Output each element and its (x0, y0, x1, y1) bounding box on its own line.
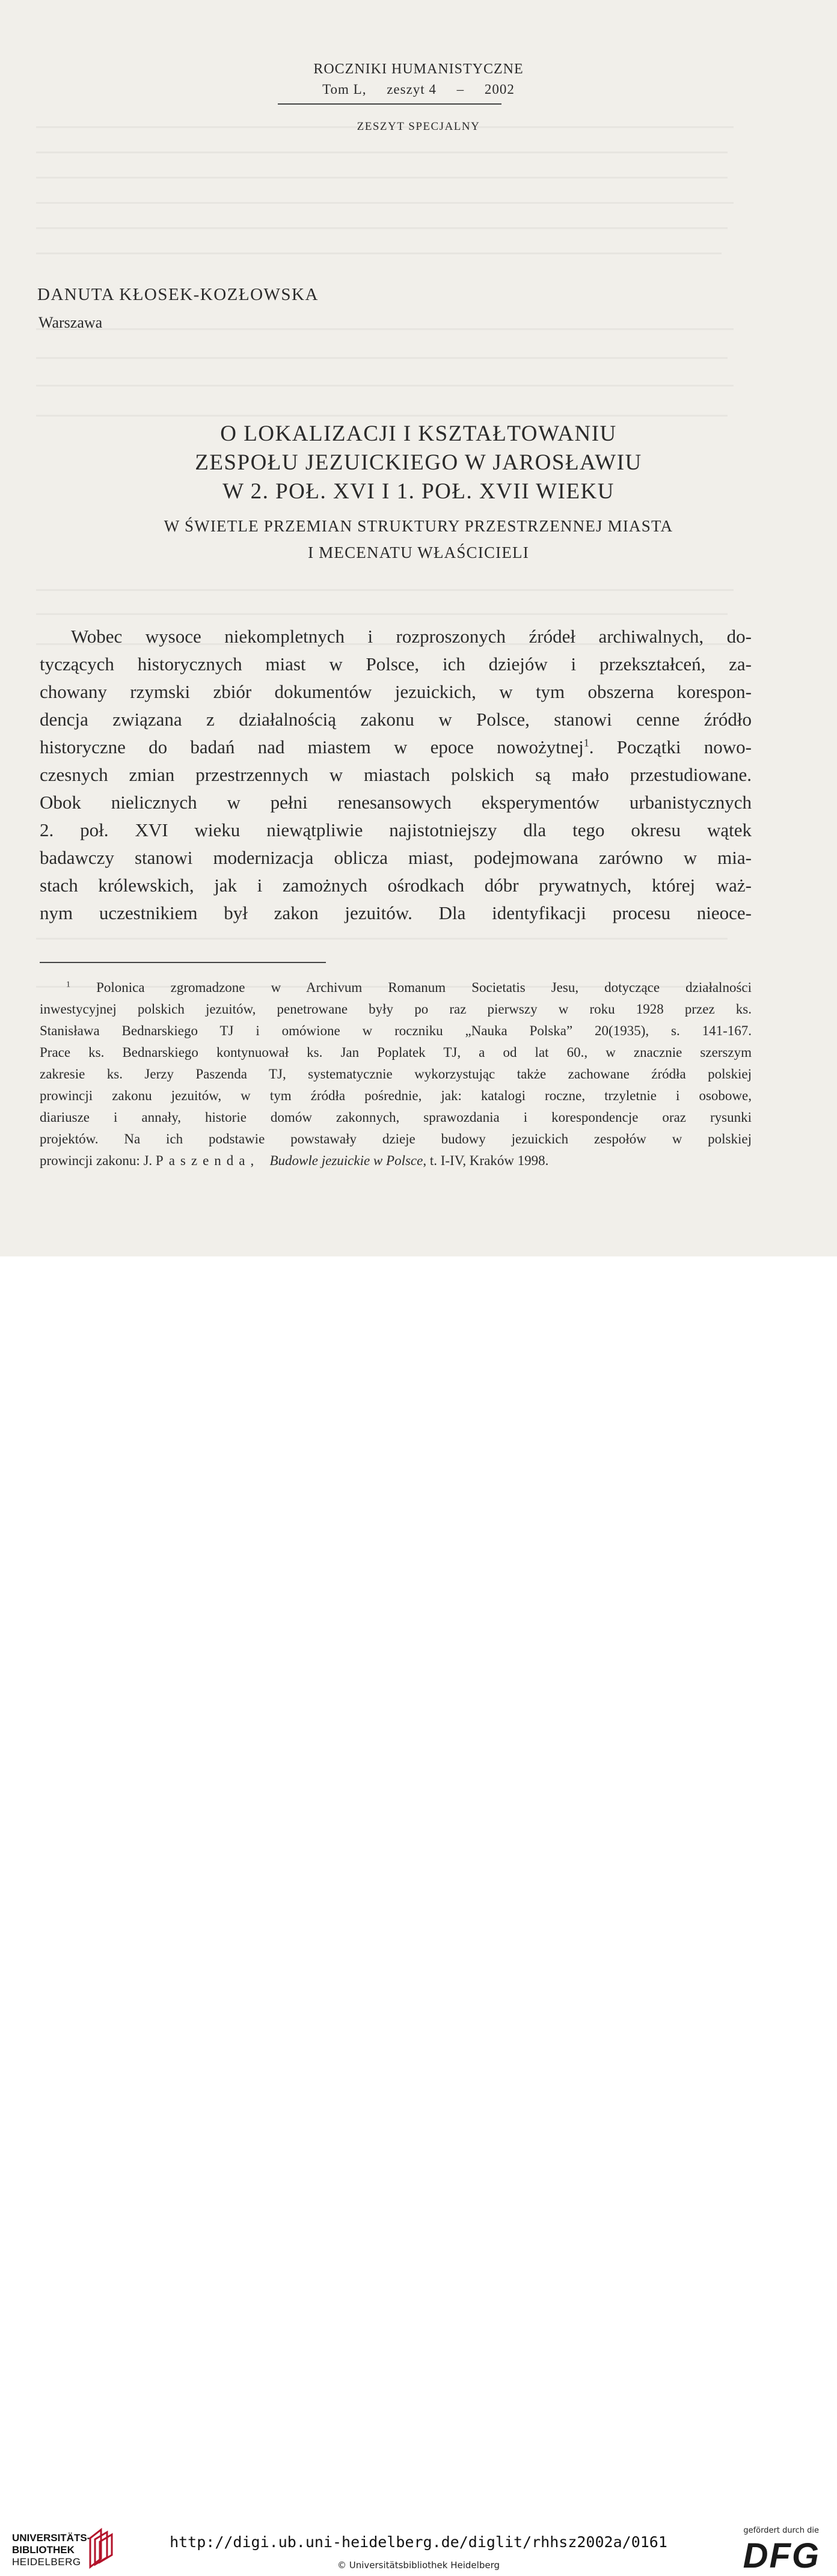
body-line: Wobec wysoce niekompletnych i rozproszonych źródeł archiwalnych, do- (71, 626, 752, 647)
article-title-line: W 2. POŁ. XVI I 1. POŁ. XVII WIEKU (222, 479, 615, 504)
digitization-footer (0, 1256, 837, 2575)
body-line: stach królewskich, jak i zamożnych ośrodkach dóbr prywatnych, której waż- (40, 875, 752, 896)
footnote-line: diariusze i annały, historie domów zakonnych, sprawozdania i korespondencje oraz rysunki (40, 1110, 752, 1125)
cited-author: Paszenda, (155, 1153, 260, 1168)
bleed-through-line (36, 202, 734, 204)
body-line: czesnych zmian przestrzennych w miastach polskich są mało przestudiowane. (40, 764, 752, 785)
footnote-line: Stanisława Bednarskiego TJ i omówione w roczniku „Nauka Polska” 20(1935), s. 141-167. (40, 1023, 752, 1038)
bleed-through-line (36, 385, 734, 387)
bleed-through-line (36, 151, 728, 153)
footnote-line: inwestycyjnej polskich jezuitów, penetrowane były po raz pierwszy w roku 1928 przez ks. (40, 1002, 752, 1017)
dfg-logo[interactable]: DFG (743, 2536, 820, 2575)
footnote-text: Polonica zgromadzone w Archivum Romanum Societatis Jesu, dotyczące działalności (96, 980, 752, 995)
article-subtitle-line: I MECENATU WŁAŚCICIELI (308, 543, 529, 561)
special-issue-label: ZESZYT SPECJALNY (357, 120, 480, 133)
body-line: Obok nielicznych w pełni renesansowych eksperymentów urbanistycznych (40, 792, 752, 813)
author-name: DANUTA KŁOSEK-KOZŁOWSKA (37, 285, 319, 304)
footnote-line (40, 1152, 752, 1170)
funding-label: gefördert durch die (743, 2526, 819, 2535)
journal-issue (0, 82, 837, 97)
bleed-through-line (36, 227, 728, 229)
journal-title: ROCZNIKI HUMANISTYCZNE (313, 61, 524, 77)
body-line: 2. poł. XVI wieku niewątpliwie najistotniejszy dla tego okresu wątek (40, 819, 752, 840)
year: 2002 (484, 82, 515, 97)
logo-text: UNIVERSITÄTS- (12, 2532, 91, 2544)
cited-work: Budowle jezuickie w Polsce (269, 1153, 423, 1168)
body-text-fragment: historyczne do badań nad miastem w epoce nowożytnej (40, 736, 584, 757)
bleed-through-line (36, 589, 734, 591)
author-city: Warszawa (38, 314, 103, 331)
body-text-fragment: . Początki nowo- (589, 736, 752, 757)
body-line: tyczących historycznych miast w Polsce, ich dziejów i przekształceń, za- (40, 653, 752, 675)
article-subtitle-line: W ŚWIETLE PRZEMIAN STRUKTURY PRZESTRZENNEJ MIASTA (164, 517, 673, 535)
permalink-url[interactable]: http://digi.ub.uni-heidelberg.de/diglit/rhhsz2002a/0161 (170, 2533, 667, 2551)
footnote-number: 1 (66, 980, 70, 990)
bleed-through-line (36, 938, 728, 940)
body-line (40, 736, 752, 759)
body-line: nym uczestnikiem był zakon jezuitów. Dla identyfikacji procesu nieoce- (40, 902, 752, 923)
body-line: dencja związana z działalnością zakonu w Polsce, stanowi cenne źródło (40, 709, 752, 730)
bleed-through-line (36, 613, 728, 615)
scanned-page (0, 0, 837, 1256)
article-title-line: O LOKALIZACJI I KSZTAŁTOWANIU (220, 421, 617, 446)
footnote-line: Prace ks. Bednarskiego kontynuował ks. Jan Poplatek TJ, a od lat 60., w znacznie szerszym (40, 1045, 752, 1060)
footnote-reference: 1 (583, 736, 589, 749)
logo-text: HEIDELBERG (12, 2556, 81, 2568)
footnote-line (66, 979, 752, 997)
bleed-through-line (36, 252, 722, 254)
bleed-through-line (36, 415, 728, 417)
bleed-through-line (36, 328, 734, 330)
issue: zeszyt 4 (387, 82, 437, 97)
footnote-rule (40, 962, 326, 963)
footnote-line: prowincji zakonu jezuitów, w tym źródła pośrednie, jak: katalogi roczne, trzyletnie i osobowe, (40, 1088, 752, 1103)
volume: Tom L, (322, 82, 367, 97)
body-line: chowany rzymski zbiór dokumentów jezuickich, w tym obszerna korespon- (40, 681, 752, 702)
footnote-text: prowincji zakonu: J. (40, 1153, 153, 1168)
issue-dash: – (456, 82, 465, 97)
footnote-text: , t. I-IV, Kraków 1998. (423, 1153, 549, 1168)
footnote-line: projektów. Na ich podstawie powstawały dzieje budowy jezuickich zespołów w polskiej (40, 1131, 752, 1146)
bleed-through-line (36, 357, 728, 359)
copyright-notice: © Universitätsbibliothek Heidelberg (337, 2560, 500, 2571)
header-rule (278, 103, 501, 105)
body-line: badawczy stanowi modernizacja oblicza miast, podejmowana zarówno w mia- (40, 847, 752, 868)
bleed-through-line (36, 177, 728, 179)
article-title-line: ZESPOŁU JEZUICKIEGO W JAROSŁAWIU (195, 450, 642, 475)
logo-text: BIBLIOTHEK (12, 2544, 75, 2556)
footnote-line: zakresie ks. Jerzy Paszenda TJ, systematycznie wykorzystując także zachowane źródła polskiej (40, 1066, 752, 1081)
